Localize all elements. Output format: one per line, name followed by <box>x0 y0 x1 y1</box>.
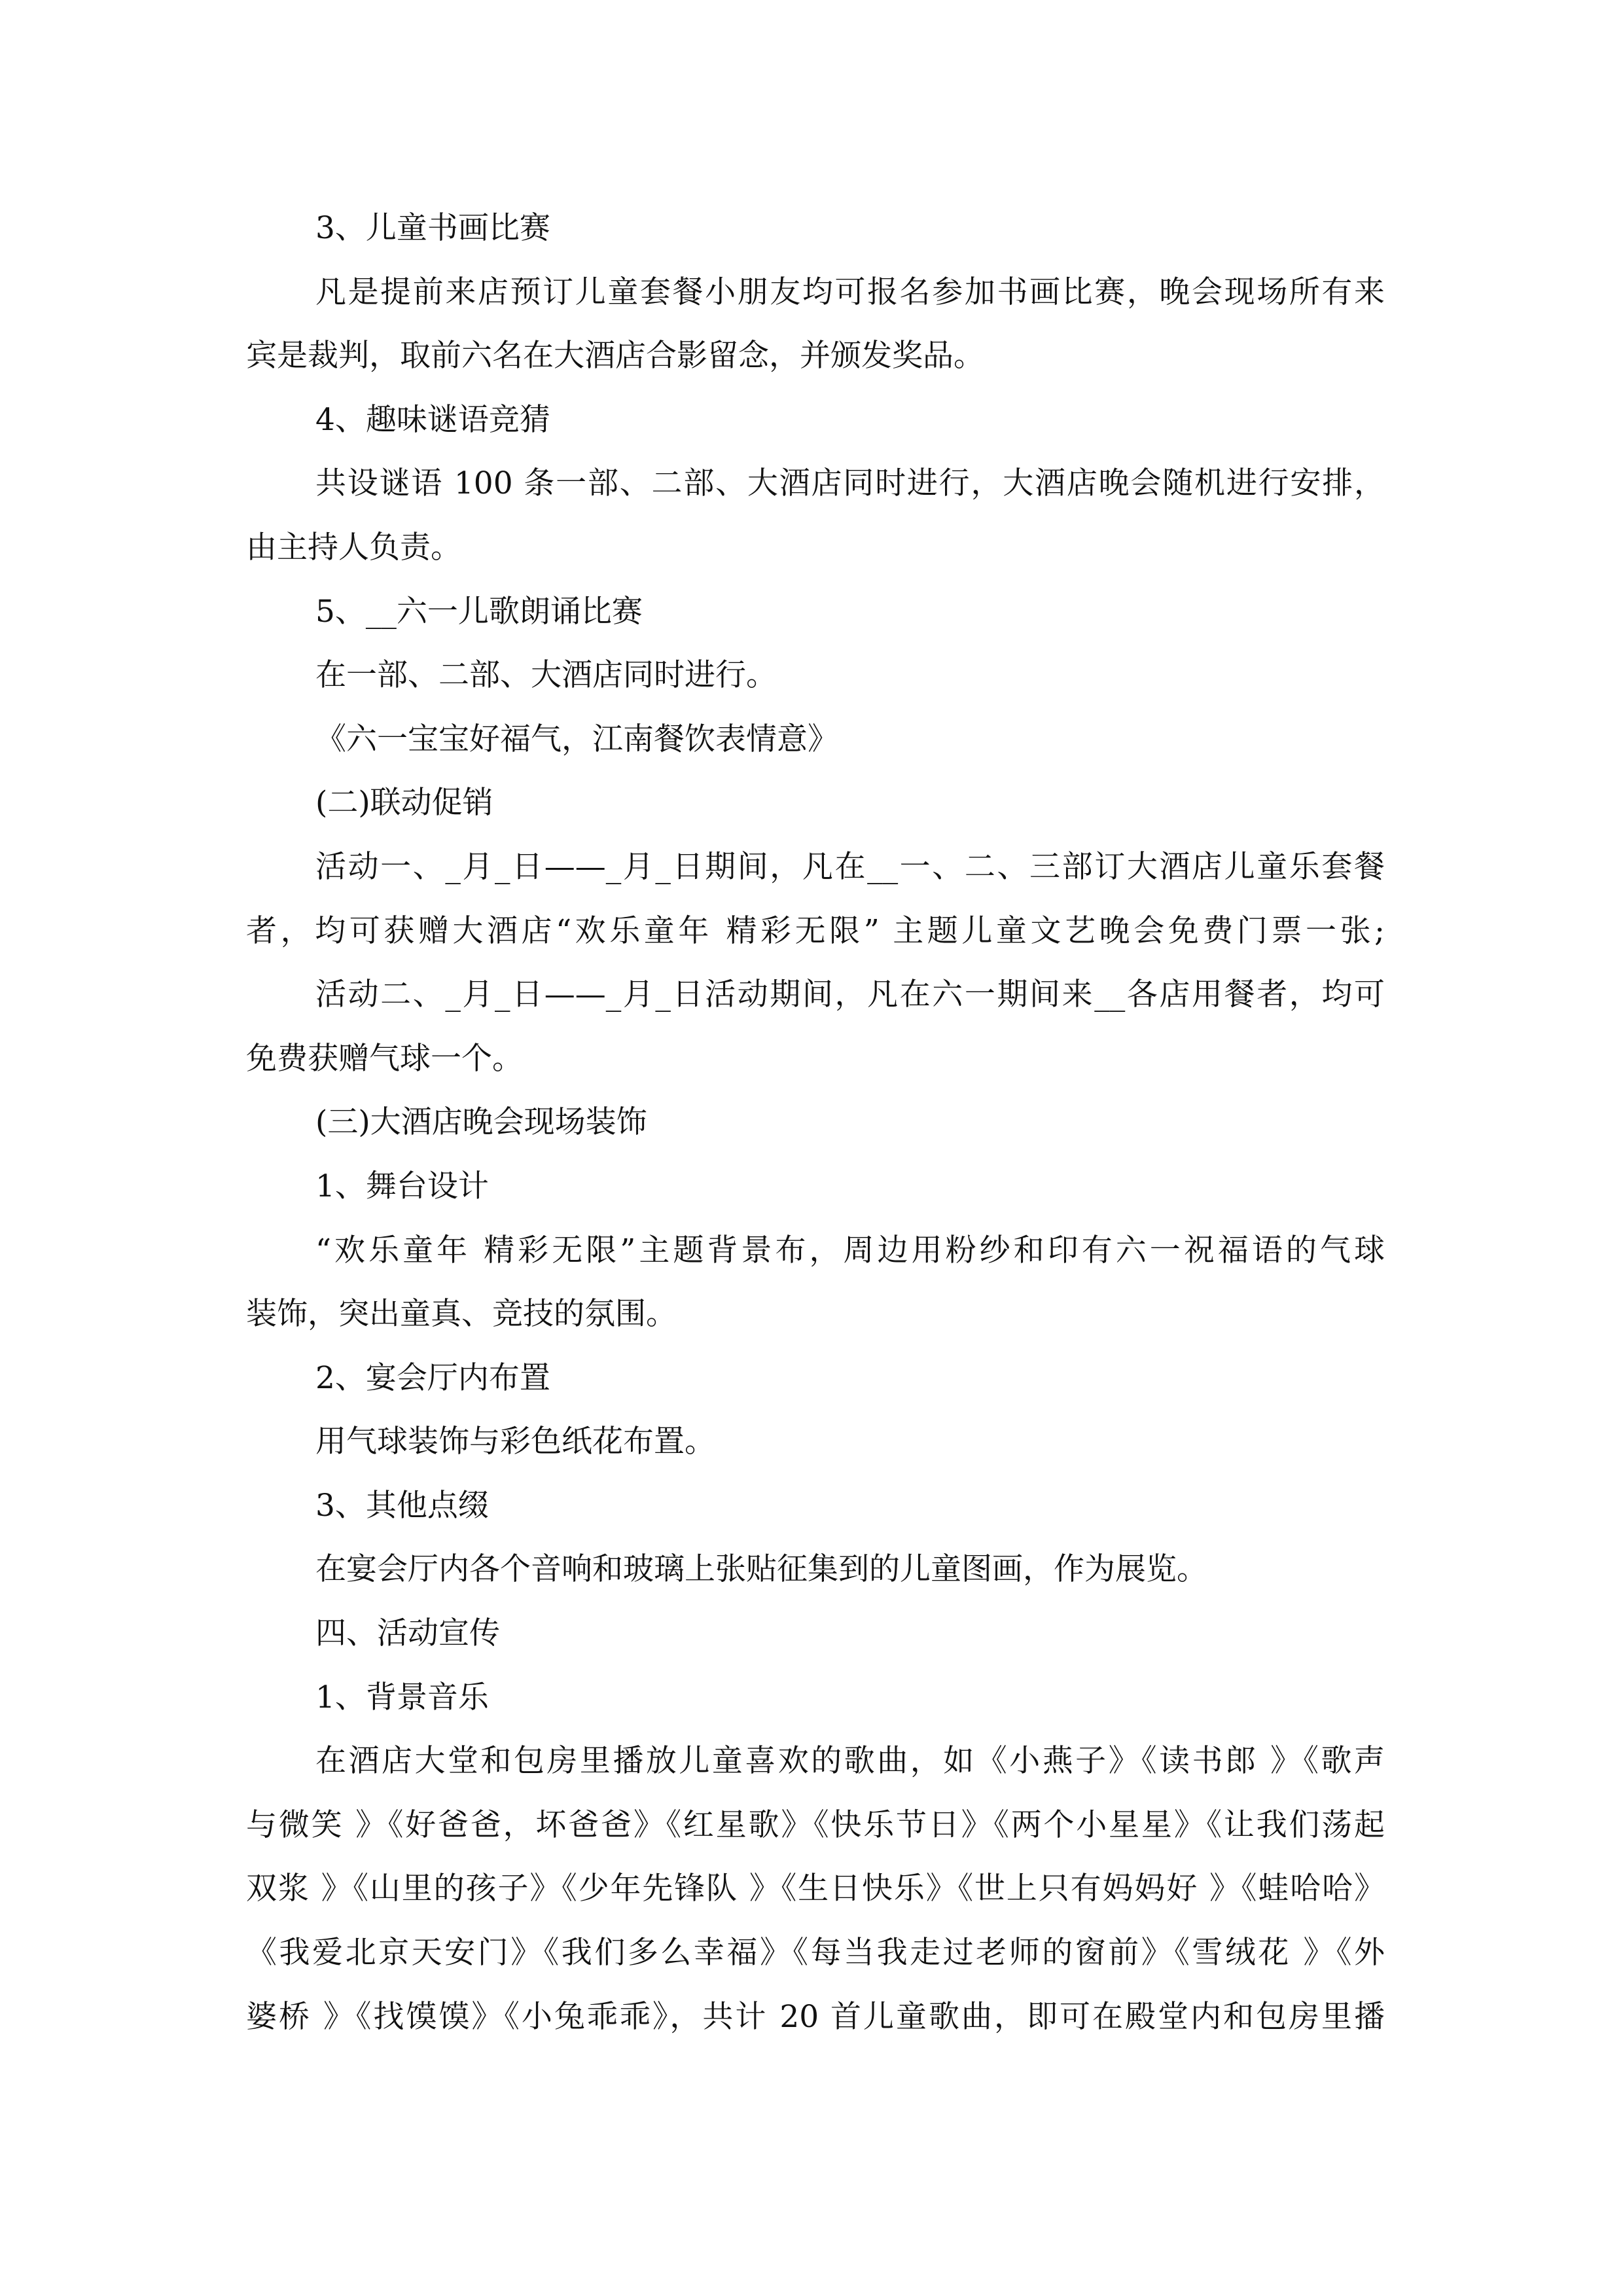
paragraph-line: 双浆 》《山里的孩子》《少年先锋队 》《生日快乐》《世上只有妈妈好 》《蛙哈哈》 <box>246 1871 1385 1907</box>
paragraph-line: 者，均可获赠大酒店“欢乐童年 精彩无限” 主题儿童文艺晚会免费门票一张; <box>246 912 1385 949</box>
paragraph-line: 宾是裁判，取前六名在大酒店合影留念，并颁发奖品。 <box>246 338 984 374</box>
paragraph-line: 由主持人负责。 <box>246 529 461 565</box>
section-heading-riddle-contest: 4、趣味谜语竞猜 <box>315 401 550 438</box>
paragraph-line: 在一部、二部、大酒店同时进行。 <box>315 657 777 694</box>
paragraph-line: 免费获赠气球一个。 <box>246 1040 523 1077</box>
paragraph-line: 用气球装饰与彩色纸花布置。 <box>315 1424 715 1460</box>
paragraph-line: 与微笑 》《好爸爸，坏爸爸》《红星歌》《快乐节日》《两个小星星》《让我们荡起 <box>246 1806 1385 1843</box>
section-heading-other-decorations: 3、其他点缀 <box>315 1487 489 1524</box>
section-heading-hall-layout: 2、宴会厅内布置 <box>315 1359 550 1396</box>
document-body <box>246 196 1385 2049</box>
paragraph-line: 共设谜语 100 条一部、二部、大酒店同时进行，大酒店晚会随机进行安排， <box>315 465 1385 502</box>
section-heading-venue-decoration: (三)大酒店晚会现场装饰 <box>315 1104 647 1141</box>
paragraph-line: 凡是提前来店预订儿童套餐小朋友均可报名参加书画比赛，晚会现场所有来 <box>315 274 1385 310</box>
section-heading-calligraphy-contest: 3、儿童书画比赛 <box>315 210 550 246</box>
section-heading-stage-design: 1、舞台设计 <box>315 1168 489 1204</box>
paragraph-line: 在宴会厅内各个音响和玻璃上张贴征集到的儿童图画，作为展览。 <box>315 1551 1207 1588</box>
slogan-line: 《六一宝宝好福气，江南餐饮表情意》 <box>315 721 838 757</box>
section-heading-promotion: 四、活动宣传 <box>315 1615 500 1652</box>
paragraph-line: 装饰，突出童真、竞技的氛围。 <box>246 1296 677 1333</box>
section-heading-recitation-contest: 5、__六一儿歌朗诵比赛 <box>315 593 643 630</box>
paragraph-line: 《我爱北京天安门》《我们多么幸福》《每当我走过老师的窗前》《雪绒花 》《外 <box>246 1935 1385 1971</box>
paragraph-line: 活动二、_月_日——_月_日活动期间，凡在六一期间来__各店用餐者，均可 <box>315 977 1385 1013</box>
paragraph-line: “欢乐童年 精彩无限”主题背景布，周边用粉纱和印有六一祝福语的气球 <box>315 1232 1385 1268</box>
section-heading-background-music: 1、背景音乐 <box>315 1679 489 1715</box>
section-heading-joint-promotion: (二)联动促销 <box>315 785 493 821</box>
paragraph-line: 婆桥 》《找馍馍》《小兔乖乖》，共计 20 首儿童歌曲，即可在殿堂内和包房里播 <box>246 1998 1385 2035</box>
paragraph-line: 活动一、_月_日——_月_日期间，凡在__一、二、三部订大酒店儿童乐套餐 <box>315 848 1385 885</box>
paragraph-line: 在酒店大堂和包房里播放儿童喜欢的歌曲，如《小燕子》《读书郎 》《歌声 <box>315 1743 1385 1780</box>
